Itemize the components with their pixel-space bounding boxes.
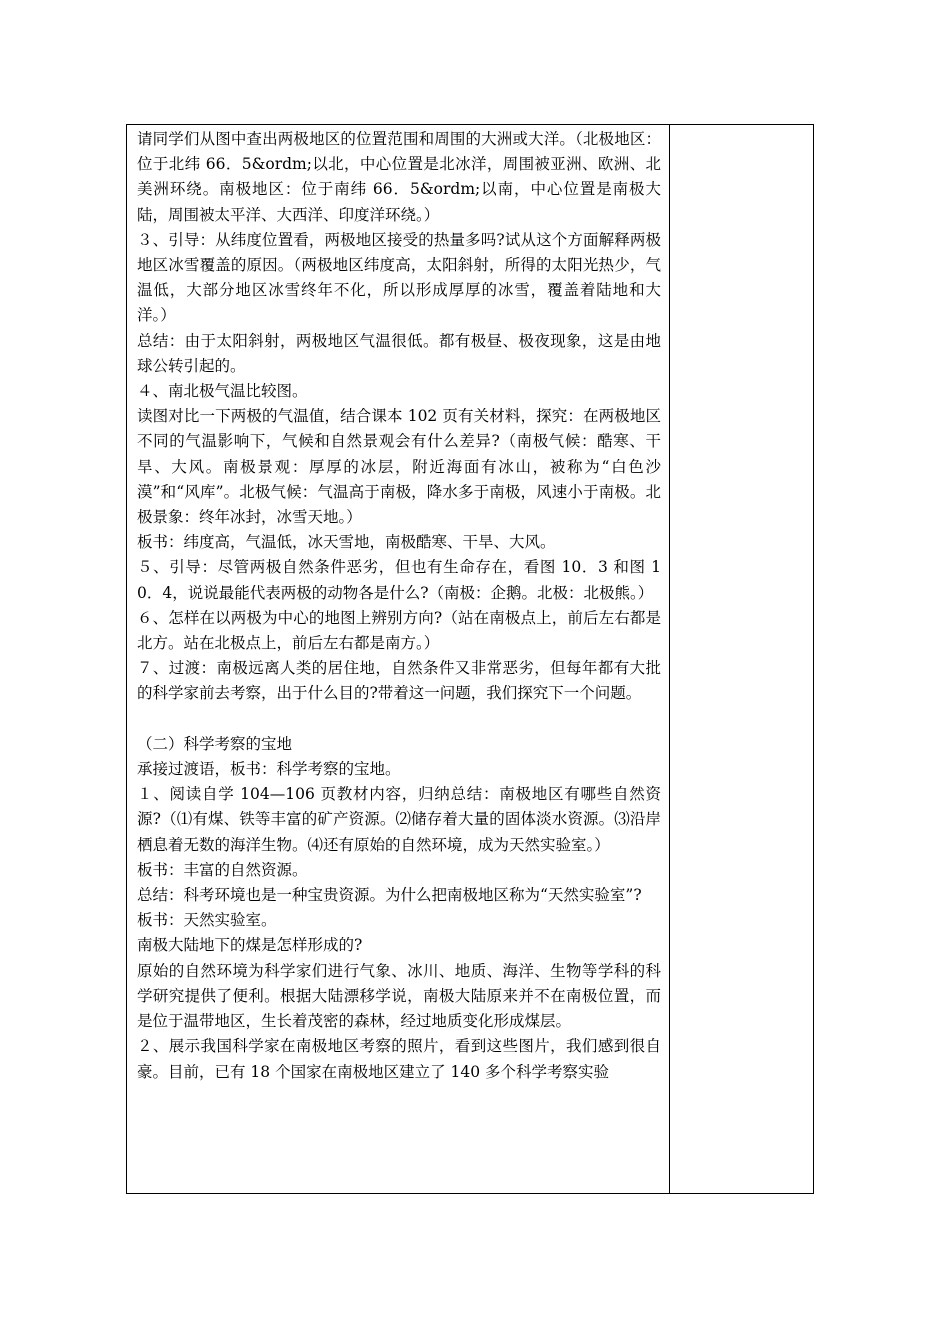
lesson-table bbox=[126, 124, 814, 1194]
paragraph-resources: １、阅读自学 104—106 页教材内容，归纳总结：南极地区有哪些自然资源?（⑴有煤、铁等丰富的矿产资源。⑵储存着大量的固体淡水资源。⑶沿岸栖息着无数的海洋生物。⑷还有原始的自然环境，成为天然实验室。） bbox=[137, 785, 661, 854]
paragraph-board-1: 板书：纬度高，气温低，冰天雪地，南极酷寒、干旱、大风。 bbox=[137, 533, 556, 552]
paragraph-step-6: ６、怎样在以两极为中心的地图上辨别方向?（站在南极点上，前后左右都是北方。站在北极点上，前后左右都是南方。） bbox=[137, 608, 661, 653]
paragraph-step-7: ７、过渡：南极远离人类的居住地，自然条件又非常恶劣，但每年都有大批的科学家前去考察，出于什么目的?带着这一问题，我们探究下一个问题。 bbox=[137, 659, 661, 703]
paragraph-summary-2: 总结：科考环境也是一种宝贵资源。为什么把南极地区称为“天然实验室”? bbox=[137, 886, 642, 905]
paragraph-step-2-photos: ２、展示我国科学家在南极地区考察的照片，看到这些图片，我们感到很自豪。目前，已有 18 个国家在南极地区建立了 140 多个科学考察实验 bbox=[137, 1037, 661, 1081]
paragraph-step-4: ４、南北极气温比较图。 bbox=[137, 382, 308, 401]
paragraph-position-range: 请同学们从图中查出两极地区的位置范围和周围的大洲或大洋。（北极地区：位于北纬 66．5&ordm;以北，中心位置是北冰洋，周围被亚洲、欧洲、北美洲环绕。南极地区：位于南纬 66．5&ordm;以南，中心位置是南极大陆，周围被太平洋、大西洋、印度洋环绕。） bbox=[137, 130, 661, 224]
paragraph-step-5: ５、引导：尽管两极自然条件恶劣，但也有生命存在，看图 10．3 和图 10．4，说说最能代表两极的动物各是什么?（南极：企鹅。北极：北极熊。） bbox=[137, 558, 661, 602]
section-heading-2: （二）科学考察的宝地 bbox=[137, 734, 293, 753]
paragraph-transition: 承接过渡语，板书：科学考察的宝地。 bbox=[137, 760, 401, 779]
paragraph-summary-1: 总结：由于太阳斜射，两极地区气温很低。都有极昼、极夜现象，这是由地球公转引起的。 bbox=[137, 331, 661, 375]
notes-cell bbox=[670, 125, 813, 1193]
paragraph-board-3: 板书：天然实验室。 bbox=[137, 911, 277, 930]
blank-line bbox=[137, 707, 661, 732]
paragraph-coal-answer: 原始的自然环境为科学家们进行气象、冰川、地质、海洋、生物等学科的科学研究提供了便利。根据大陆漂移学说，南极大陆原来并不在南极位置，而是位于温带地区，生长着茂密的森林，经过地质变化形成煤层。 bbox=[137, 961, 661, 1031]
lesson-content-cell bbox=[127, 125, 670, 1193]
paragraph-question-coal: 南极大陆地下的煤是怎样形成的? bbox=[137, 936, 363, 955]
paragraph-board-2: 板书：丰富的自然资源。 bbox=[137, 860, 308, 879]
paragraph-climate-compare: 读图对比一下两极的气温值，结合课本 102 页有关材料，探究：在两极地区不同的气温影响下，气候和自然景观会有什么差异?（南极气候：酷寒、干旱、大风。南极景观：厚厚的冰层，附近海面有冰山，被称为“白色沙漠”和“风库”。北极气候：气温高于南极，降水多于南极，风速小于南极。北极景象：终年冰封，冰雪天地。） bbox=[137, 407, 661, 527]
paragraph-step-3: ３、引导：从纬度位置看，两极地区接受的热量多吗?试从这个方面解释两极地区冰雪覆盖的原因。（两极地区纬度高，太阳斜射，所得的太阳光热少，气温低，大部分地区冰雪终年不化，所以形成厚厚的冰雪，覆盖着陆地和大洋。） bbox=[137, 230, 661, 325]
